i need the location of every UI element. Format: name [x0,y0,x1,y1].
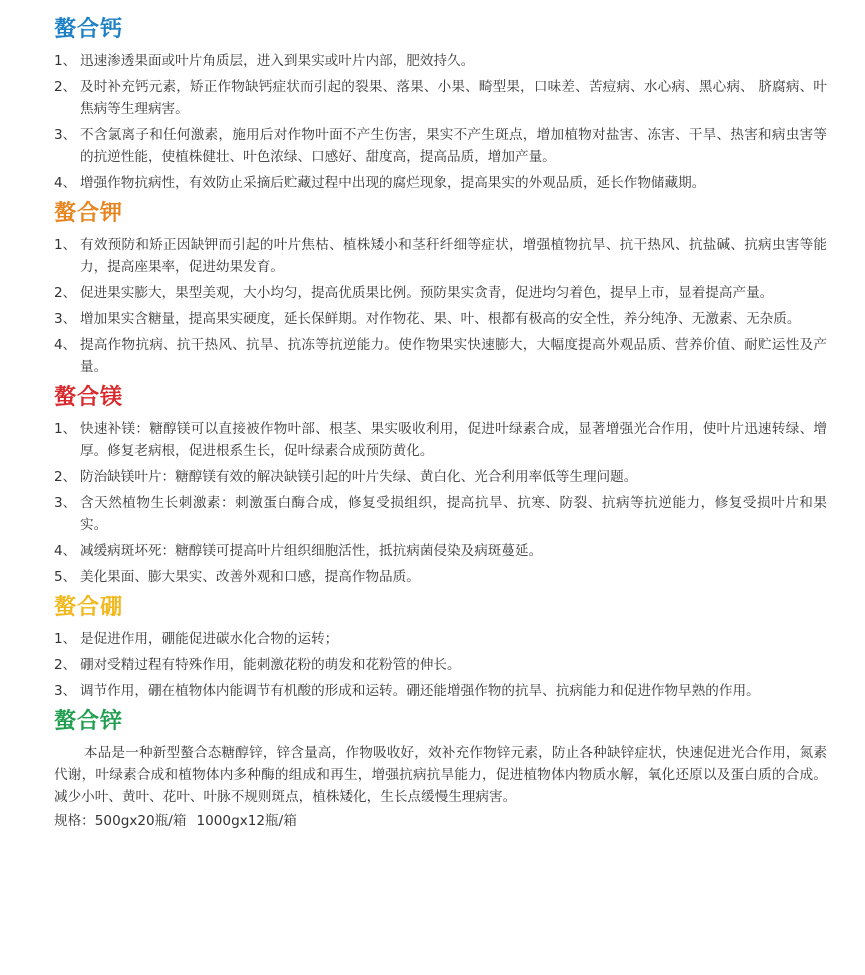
spec-option-1: 500gx20瓶/箱 [94,813,187,829]
list-item [54,234,827,278]
item-text: 含天然植物生长刺激素：刺激蛋白酶合成，修复受损组织，提高抗旱、抗寒、防裂、抗病等抗逆能力，修复受损叶片和果实。 [80,495,827,533]
zinc-description: 本品是一种新型螯合态糖醇锌，锌含量高，作物吸收好，效补充作物锌元素，防止各种缺锌症状，快速促进光合作用，氮素代谢，叶绿素合成和植物体内多种酶的组成和再生，增强抗病抗旱能力，促进植物体内物质水解，氧化还原以及蛋白质的合成。减少小叶、黄叶、花叶、叶脉不规则斑点，植株矮化，生长点缓慢生理病害。 [54,745,827,805]
list-item [54,628,827,650]
section-potassium [54,198,827,378]
item-number: 2、 [54,469,77,485]
list-item [54,540,827,562]
list-item [54,172,827,194]
item-number: 4、 [54,175,77,191]
list-item [54,466,827,488]
section-boron [54,592,827,702]
item-number: 3、 [54,495,77,511]
item-number: 2、 [54,79,77,95]
item-text: 是促进作用，硼能促进碳水化合物的运转； [80,631,339,647]
boron-list [54,628,827,702]
item-text: 提高作物抗病、抗干热风、抗旱、抗冻等抗逆能力。使作物果实快速膨大，大幅度提高外观品质、营养价值、耐贮运性及产量。 [80,337,827,375]
item-number: 2、 [54,657,77,673]
section-magnesium [54,382,827,588]
list-item [54,566,827,588]
item-number: 3、 [54,683,77,699]
item-text: 防治缺镁叶片：糖醇镁有效的解决缺镁引起的叶片失绿、黄白化、光合利用率低等生理问题。 [80,469,638,485]
item-text: 迅速渗透果面或叶片角质层，进入到果实或叶片内部，肥效持久。 [80,53,475,69]
item-text: 硼对受精过程有特殊作用，能刺激花粉的萌发和花粉管的伸长。 [80,657,461,673]
item-text: 不含氯离子和任何激素，施用后对作物叶面不产生伤害，果实不产生斑点，增加植物对盐害、冻害、干旱、热害和病虫害等的抗逆性能，使植株健壮、叶色浓绿、口感好、甜度高，提高品质，增加产量。 [80,127,827,165]
list-item [54,654,827,676]
list-item [54,418,827,462]
list-item [54,124,827,168]
potassium-list [54,234,827,378]
section-title-boron: 螯合硼 [54,595,124,620]
item-text: 调节作用，硼在植物体内能调节有机酸的形成和运转。硼还能增强作物的抗旱、抗病能力和促进作物早熟的作用。 [80,683,760,699]
spec-label: 规格： [54,813,95,829]
item-number: 2、 [54,285,77,301]
item-number: 1、 [54,237,77,253]
item-number: 1、 [54,631,77,647]
section-title-magnesium: 螯合镁 [54,385,124,410]
item-number: 3、 [54,311,77,327]
list-item [54,50,827,72]
calcium-list [54,50,827,194]
spec-line [54,810,827,832]
list-item [54,680,827,702]
item-text: 增加果实含糖量，提高果实硬度，延长保鲜期。对作物花、果、叶、根都有极高的安全性，养分纯净、无激素、无杂质。 [80,311,801,327]
item-text: 有效预防和矫正因缺钾而引起的叶片焦枯、植株矮小和茎秆纤细等症状，增强植物抗旱、抗干热风、抗盐碱、抗病虫害等能力，提高座果率，促进幼果发育。 [80,237,827,275]
section-title-zinc: 螯合锌 [54,709,124,734]
section-title-calcium: 螯合钙 [54,17,124,42]
section-zinc [54,706,827,832]
section-title-potassium: 螯合钾 [54,201,124,226]
item-number: 3、 [54,127,77,143]
list-item [54,282,827,304]
list-item [54,308,827,330]
item-text: 美化果面、膨大果实、改善外观和口感，提高作物品质。 [80,569,420,585]
spec-option-2: 1000gx12瓶/箱 [196,813,297,829]
list-item [54,76,827,120]
item-number: 1、 [54,421,77,437]
item-number: 1、 [54,53,77,69]
section-calcium [54,14,827,194]
item-text: 促进果实膨大，果型美观，大小均匀，提高优质果比例。预防果实贪青，促进均匀着色，提早上市，显着提高产量。 [80,285,774,301]
item-number: 4、 [54,337,77,353]
item-text: 快速补镁：糖醇镁可以直接被作物叶部、根茎、果实吸收利用，促进叶绿素合成，显著增强光合作用，使叶片迅速转绿、增厚。修复老病根，促进根系生长，促叶绿素合成预防黄化。 [80,421,827,459]
item-text: 增强作物抗病性，有效防止采摘后贮藏过程中出现的腐烂现象，提高果实的外观品质，延长作物储藏期。 [80,175,706,191]
item-number: 4、 [54,543,77,559]
item-text: 及时补充钙元素，矫正作物缺钙症状而引起的裂果、落果、小果、畸型果，口味差、苦痘病、水心病、黑心病、 脐腐病、叶焦病等生理病害。 [80,79,827,117]
item-number: 5、 [54,569,77,585]
list-item [54,334,827,378]
list-item [54,492,827,536]
item-text: 减缓病斑坏死：糖醇镁可提高叶片组织细胞活性，抵抗病菌侵染及病斑蔓延。 [80,543,543,559]
magnesium-list [54,418,827,588]
